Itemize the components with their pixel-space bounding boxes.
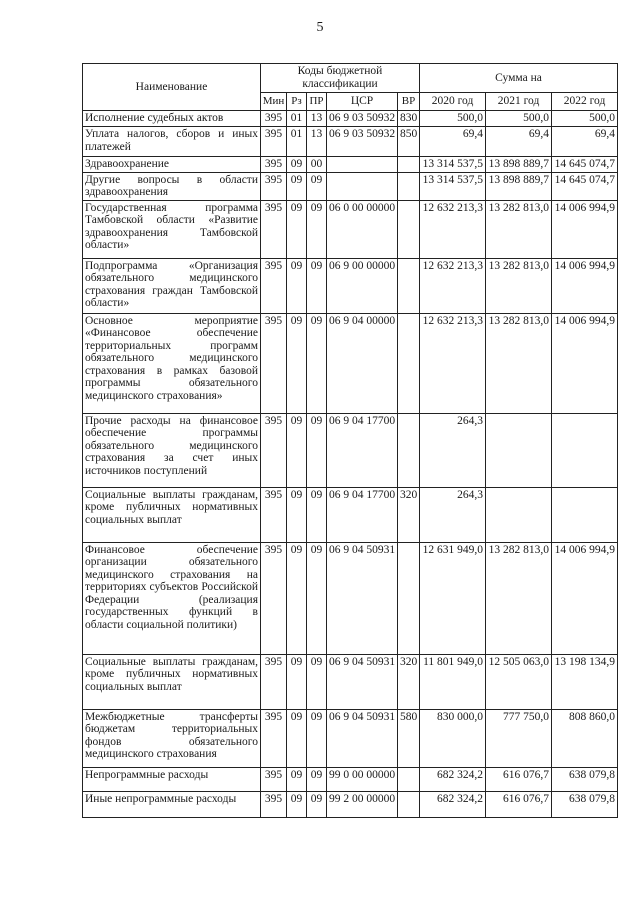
header-pr: ПР [307,93,327,111]
cell-vr [398,413,420,487]
cell-sum-2021 [486,487,552,542]
cell-csr [327,157,398,173]
cell-sum-2020: 12 632 213,3 [420,258,486,313]
cell-sum-2021: 13 282 813,0 [486,313,552,413]
cell-sum-2021: 13 282 813,0 [486,542,552,654]
cell-csr [327,172,398,200]
cell-pr: 09 [307,258,327,313]
cell-sum-2021: 13 282 813,0 [486,258,552,313]
cell-sum-2021: 13 282 813,0 [486,200,552,258]
table-row [83,487,618,542]
cell-sum-2020: 13 314 537,5 [420,157,486,173]
cell-rz: 09 [287,200,307,258]
cell-vr [398,542,420,654]
cell-name: Социальные выплаты гражданам, кроме публичных нормативных социальных выплат [83,487,261,542]
cell-pr: 09 [307,791,327,817]
cell-csr: 06 0 00 00000 [327,200,398,258]
cell-min: 395 [261,258,287,313]
cell-sum-2022 [552,487,618,542]
table-row [83,709,618,767]
cell-sum-2020: 13 314 537,5 [420,172,486,200]
cell-sum-2020: 12 632 213,3 [420,313,486,413]
cell-sum-2020: 682 324,2 [420,791,486,817]
cell-vr [398,157,420,173]
cell-pr: 13 [307,111,327,127]
cell-sum-2022: 500,0 [552,111,618,127]
header-2020: 2020 год [420,93,486,111]
cell-min: 395 [261,413,287,487]
table-row [83,413,618,487]
cell-name: Уплата налогов, сборов и иных платежей [83,127,261,157]
cell-min: 395 [261,767,287,791]
cell-csr: 06 9 04 50931 [327,654,398,709]
cell-vr [398,258,420,313]
page-number: 5 [316,20,324,35]
cell-name: Здравоохранение [83,157,261,173]
cell-sum-2022: 14 006 994,9 [552,258,618,313]
cell-name: Межбюджетные трансферты бюджетам территориальных фондов обязательного медицинского страхования [83,709,261,767]
cell-vr: 580 [398,709,420,767]
table-row [83,654,618,709]
cell-csr: 06 9 03 50932 [327,111,398,127]
cell-name: Основное мероприятие «Финансовое обеспечение территориальных программ обязательного медицинского страхования в рамках базовой программы обязательного медицинского страхования» [83,313,261,413]
header-2021: 2021 год [486,93,552,111]
cell-sum-2020: 12 631 949,0 [420,542,486,654]
table-row [83,157,618,173]
cell-csr: 06 9 04 17700 [327,413,398,487]
cell-rz: 09 [287,313,307,413]
cell-vr: 320 [398,654,420,709]
cell-min: 395 [261,127,287,157]
cell-csr: 06 9 04 50931 [327,542,398,654]
cell-rz: 09 [287,413,307,487]
cell-name: Иные непрограммные расходы [83,791,261,817]
cell-sum-2022: 808 860,0 [552,709,618,767]
cell-min: 395 [261,172,287,200]
cell-min: 395 [261,542,287,654]
cell-sum-2022: 14 645 074,7 [552,172,618,200]
cell-pr: 09 [307,413,327,487]
header-csr: ЦСР [327,93,398,111]
cell-sum-2022: 638 079,8 [552,767,618,791]
cell-name: Прочие расходы на финансовое обеспечение программы обязательного медицинского страхования за счет иных источников поступлений [83,413,261,487]
cell-pr: 09 [307,487,327,542]
table-row [83,258,618,313]
cell-sum-2021: 12 505 063,0 [486,654,552,709]
cell-sum-2021 [486,413,552,487]
cell-sum-2020: 682 324,2 [420,767,486,791]
cell-name: Непрограммные расходы [83,767,261,791]
table-row [83,172,618,200]
cell-name: Другие вопросы в области здравоохранения [83,172,261,200]
cell-vr [398,791,420,817]
cell-sum-2022: 14 006 994,9 [552,313,618,413]
cell-sum-2022: 69,4 [552,127,618,157]
table-row [83,542,618,654]
cell-pr: 09 [307,767,327,791]
budget-table-body [83,111,618,818]
cell-rz: 09 [287,258,307,313]
cell-rz: 01 [287,127,307,157]
table-row [83,127,618,157]
cell-vr [398,200,420,258]
cell-rz: 09 [287,654,307,709]
cell-sum-2021: 616 076,7 [486,767,552,791]
table-row [83,111,618,127]
header-rz: Рз [287,93,307,111]
header-min: Мин [261,93,287,111]
budget-table [82,63,618,818]
cell-rz: 09 [287,767,307,791]
cell-csr: 99 0 00 00000 [327,767,398,791]
cell-pr: 09 [307,313,327,413]
header-2022: 2022 год [552,93,618,111]
cell-rz: 09 [287,487,307,542]
cell-sum-2021: 616 076,7 [486,791,552,817]
cell-csr: 06 9 04 00000 [327,313,398,413]
cell-sum-2020: 830 000,0 [420,709,486,767]
cell-rz: 09 [287,172,307,200]
cell-rz: 09 [287,791,307,817]
cell-sum-2020: 264,3 [420,413,486,487]
cell-name: Финансовое обеспечение организации обязательного медицинского страхования на территориях субъектов Российской Федерации (реализация государственных функций в области социальной политики) [83,542,261,654]
cell-min: 395 [261,200,287,258]
cell-pr: 09 [307,172,327,200]
cell-sum-2020: 12 632 213,3 [420,200,486,258]
cell-pr: 13 [307,127,327,157]
cell-pr: 00 [307,157,327,173]
header-sum-group: Сумма на [420,64,618,93]
cell-min: 395 [261,313,287,413]
table-row [83,313,618,413]
cell-min: 395 [261,791,287,817]
cell-min: 395 [261,709,287,767]
cell-pr: 09 [307,709,327,767]
cell-min: 395 [261,487,287,542]
cell-name: Государственная программа Тамбовской области «Развитие здравоохранения Тамбовской области» [83,200,261,258]
cell-sum-2020: 500,0 [420,111,486,127]
cell-pr: 09 [307,200,327,258]
cell-sum-2022 [552,413,618,487]
cell-rz: 09 [287,157,307,173]
cell-sum-2022: 14 006 994,9 [552,542,618,654]
cell-csr: 06 9 04 50931 [327,709,398,767]
cell-min: 395 [261,111,287,127]
cell-sum-2020: 264,3 [420,487,486,542]
table-row [83,767,618,791]
cell-sum-2022: 14 006 994,9 [552,200,618,258]
cell-rz: 09 [287,542,307,654]
cell-min: 395 [261,157,287,173]
cell-vr: 830 [398,111,420,127]
cell-csr: 06 9 04 17700 [327,487,398,542]
cell-sum-2021: 500,0 [486,111,552,127]
header-codes-group: Коды бюджетной классификации [261,64,420,93]
cell-csr: 06 9 03 50932 [327,127,398,157]
cell-vr [398,767,420,791]
cell-csr: 99 2 00 00000 [327,791,398,817]
cell-vr [398,172,420,200]
cell-vr: 850 [398,127,420,157]
header-vr: ВР [398,93,420,111]
cell-sum-2021: 69,4 [486,127,552,157]
cell-sum-2021: 13 898 889,7 [486,172,552,200]
table-row [83,200,618,258]
cell-min: 395 [261,654,287,709]
cell-sum-2022: 14 645 074,7 [552,157,618,173]
cell-name: Социальные выплаты гражданам, кроме публичных нормативных социальных выплат [83,654,261,709]
header-name: Наименование [83,64,261,111]
cell-vr: 320 [398,487,420,542]
cell-sum-2022: 638 079,8 [552,791,618,817]
cell-pr: 09 [307,542,327,654]
cell-rz: 01 [287,111,307,127]
cell-sum-2021: 777 750,0 [486,709,552,767]
table-row [83,791,618,817]
cell-csr: 06 9 00 00000 [327,258,398,313]
cell-name: Исполнение судебных актов [83,111,261,127]
cell-sum-2021: 13 898 889,7 [486,157,552,173]
cell-name: Подпрограмма «Организация обязательного медицинского страхования граждан Тамбовской области» [83,258,261,313]
cell-sum-2020: 11 801 949,0 [420,654,486,709]
cell-sum-2022: 13 198 134,9 [552,654,618,709]
cell-rz: 09 [287,709,307,767]
cell-vr [398,313,420,413]
cell-sum-2020: 69,4 [420,127,486,157]
cell-pr: 09 [307,654,327,709]
